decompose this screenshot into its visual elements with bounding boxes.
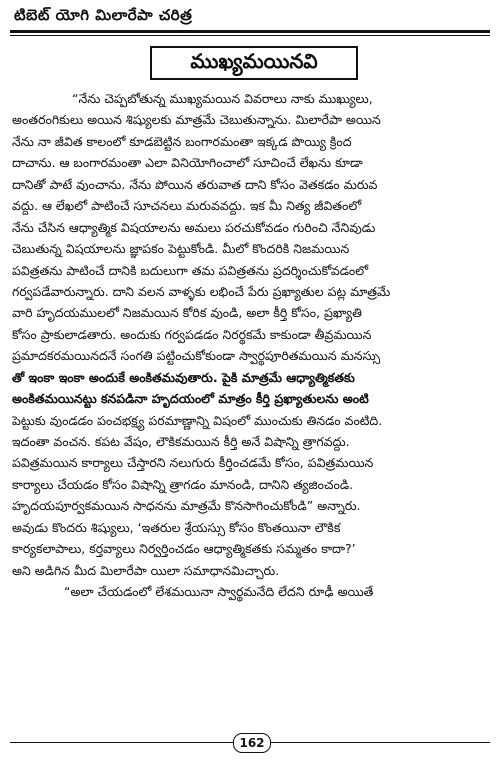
text-line: చెబుతున్న విషయాలను జ్ఞాపకం పెట్టుకోండి. మీలో కొందరికి నిజమయిన [12,241,350,257]
text-line: దాచాను. ఆ బంగారమంతా ఎలా వినియోగించాలో సూచించే లేఖను కూడా [12,155,363,171]
text-line: హృదయపూర్వకమయిన సాధనను మాత్రమే కొనసాగించుకోండి” అన్నారు. [12,498,361,514]
text-line: అంతరంగికులు అయిన శిష్యులకు మాత్రమే చెబుతున్నాను. మిలారేపా అయిన [12,112,381,128]
text-line: పవిత్రతను పాటించే దానికి బదులుగా తమ పవిత్రతను ప్రదర్శించుకోవడంలో [12,262,369,278]
text-line: తో ఇంకా ఇంకా అందుకే అంకితమవుతారు. పైకి మాత్రమే ఆధ్యాత్మికతకు [12,369,355,385]
text-line: పవిత్రమయిన కార్యాలు చేస్తారని నలుగురు కీర్తించడమే కోసం, పవిత్రమయిన [12,455,374,471]
text-line: దానితో పాటే వుంచాను. నేను పోయిన తరువాత దాని కోసం వెతకడం మరువ [12,176,378,192]
text-line: అవుడు కొందరు శిష్యులు, ‘ఇతరుల శ్రేయస్సు కోసం కొంతయినా లౌకిక [12,519,341,535]
text-line: నేను చేసిన ఆధ్యాత్మిక విషయాలను అమలు పరచుకోవడం గురించి నేనివుడు [12,219,376,235]
page-footer [0,733,500,753]
text-line: కోసం ప్రాకులాడతారు. అందుకు గర్వపడడం నిరర్థకమే కాకుండా తీవ్రమయిన [12,326,372,342]
section-title: ముఖ్యమయినవి [150,46,358,80]
text-line: వద్దు. ఆ లేఖలో పాటించే సూచనలు మరువవద్దు. ఇక మీ నిత్య జీవితంలో [12,198,362,214]
body-text [12,88,490,603]
text-line: పెట్టుకు వుండడం పంచభక్ష్య పరమాణ్ణాన్ని విషంలో ముంచుకు తినడం వంటిది. [12,412,383,428]
text-line: ఇదంతా వంచన. కపట వేషం, లౌకికమయిన కీర్తి అనే విషాన్ని త్రాగవద్దు. [12,434,350,449]
header-rule [10,30,490,33]
text-line: “నేను చెప్పబోతున్న ముఖ్యమయిన వివరాలు నాకు ముఖ్యులు, [72,91,373,106]
text-line: నేను నా జీవిత కాలంలో కూడబెట్టిన బంగారమంతా ఇక్కడ పొయ్యి క్రింద [12,133,352,149]
text-line: అని అడిగిన మీద మిలారేపా యిలా సమాధానమిచ్చారు. [12,562,280,578]
book-title: టిబెట్ యోగి మిలారేపా చరిత్ర [14,6,193,24]
text-line: కార్యకలాపాలు, కర్తవ్యాలు నిర్వర్తించడం ఆధ్యాత్మికతకు సమ్మతం కాదా?’ [12,541,356,557]
text-line: అంకితమయినట్టు కనపడినా హృదయంలో మాత్రం కీర్తి ప్రఖ్యాతులను అంటి [12,391,369,407]
text-line: ప్రమాదకరమయినదనే సంగతి పట్టించుకోకుండా స్వార్థపూరితమయిన మనస్సు [12,348,381,364]
page-number: 162 [233,733,271,753]
text-line: గర్వపడేవారున్నారు. దాని వలన వాళ్ళకు లభించే పేరు ప్రఖ్యాతుల పట్ల మాత్రమే [12,283,391,299]
text-line: “అలా చేయడంలో లేశమయినా స్వార్థమనేది లేదని రూఢీ అయితే [64,584,374,600]
running-header [10,6,490,26]
text-line: వారి హృదయములలో నిజమయిన కోరిక వుండి, అలా కీర్తి కోసం, ప్రఖ్యాతి [12,305,362,321]
text-line: కార్యాలు చేయడం కోసం విషాన్ని త్రాగడం మానండి, దానిని త్యజించండి. [12,476,354,492]
header-rule-thin [10,35,490,36]
